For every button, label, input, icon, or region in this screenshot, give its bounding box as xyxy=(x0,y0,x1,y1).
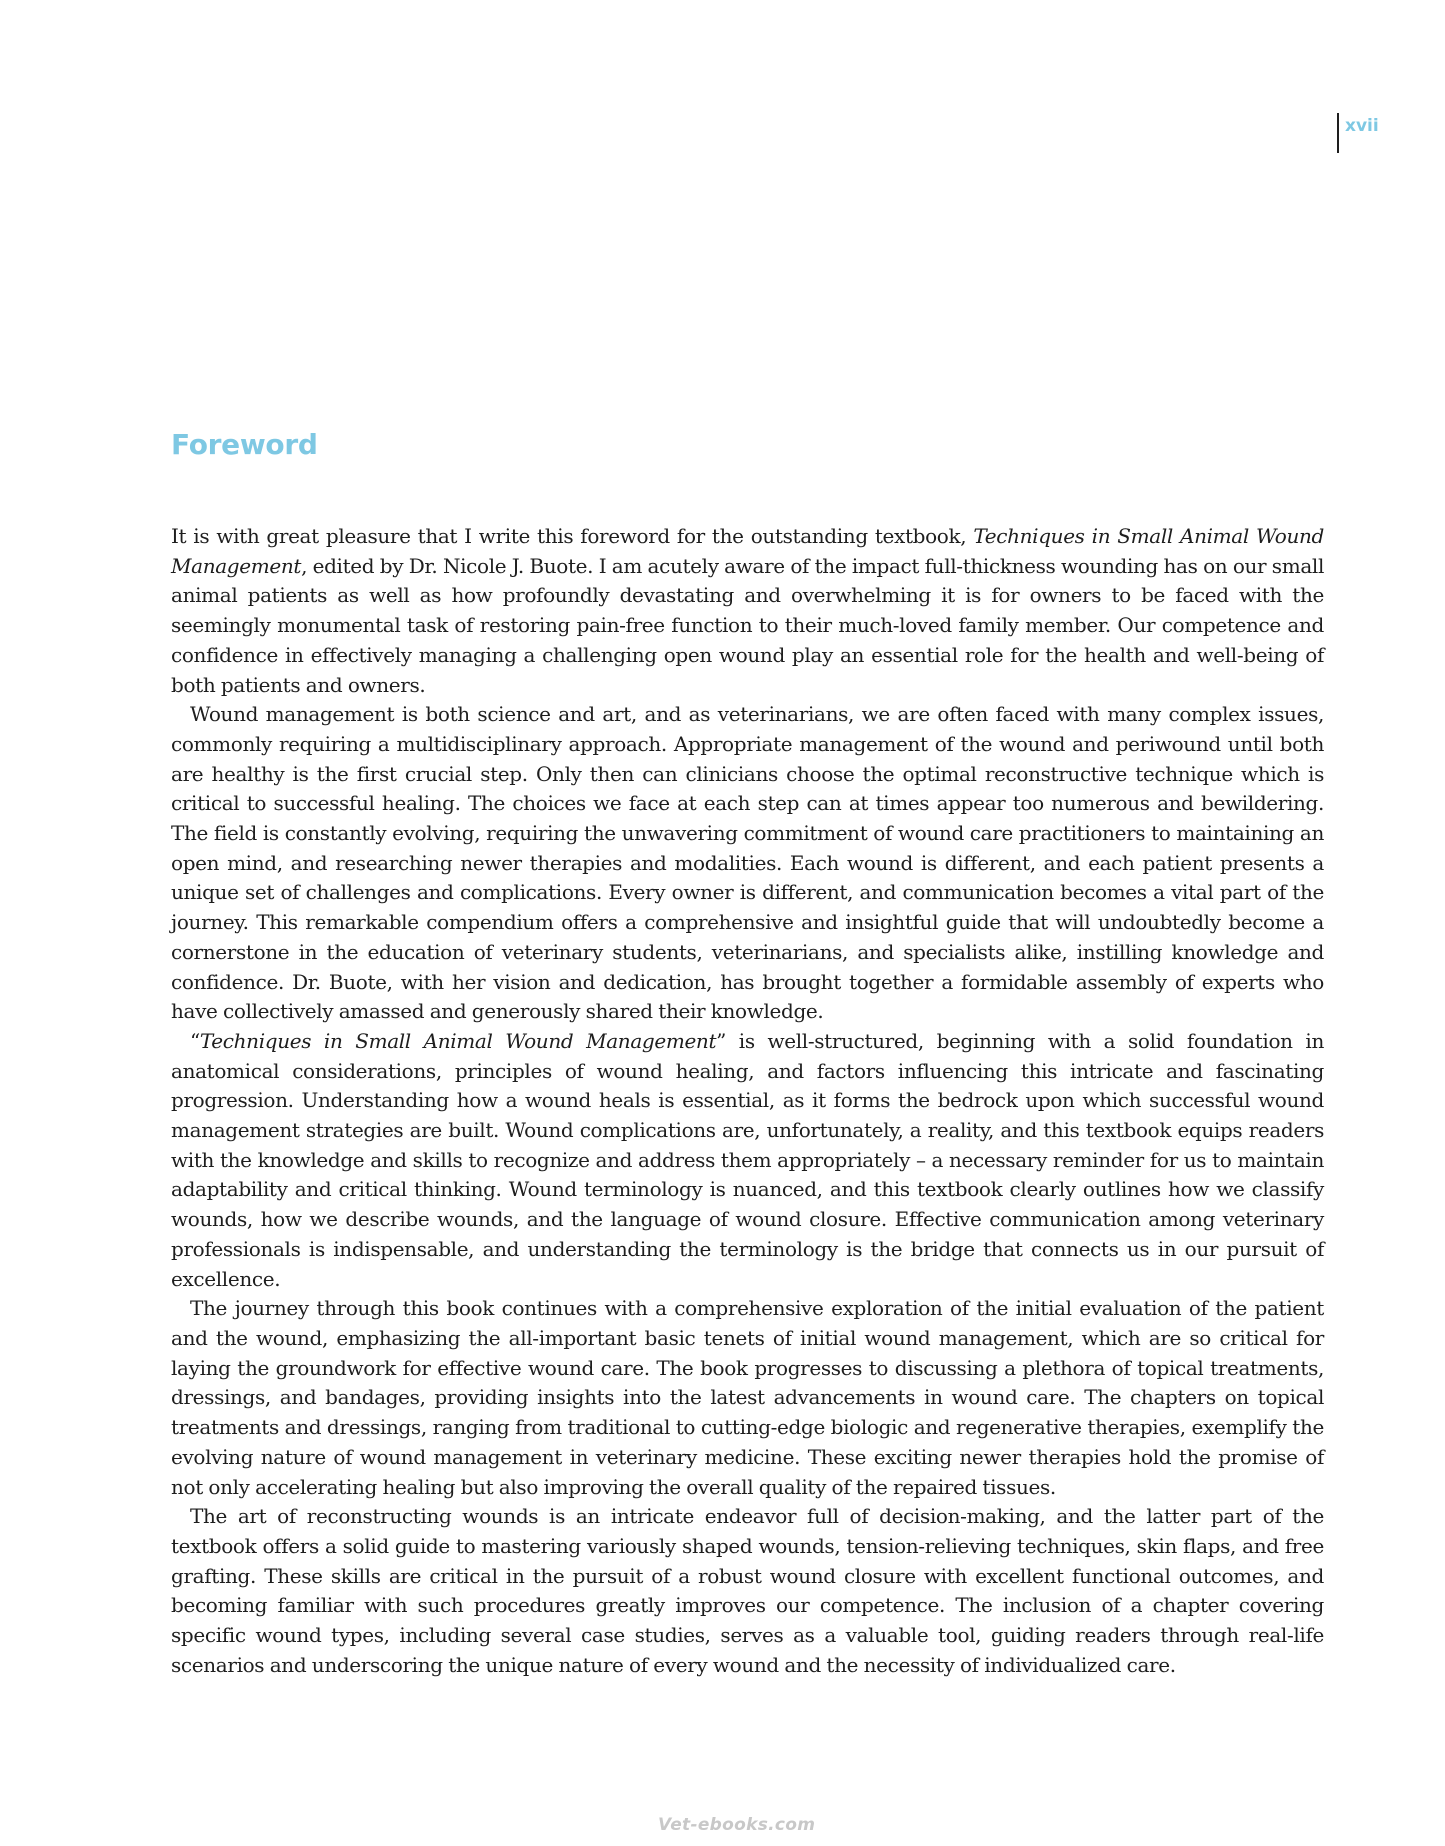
chapter-title: Foreword xyxy=(171,428,318,461)
paragraph-4: The journey through this book continues with a comprehensive exploration of the initial evaluation of the patient and the wound, emphasizing the all-important basic tenets of initial wound management, which are so critical for laying the groundwork for effective wound care. The book progresses to discussing a plethora of topical treatments, dressings, and bandages, providing insights into the latest advancements in wound care. The chapters on topical treatments and dressings, ranging from traditional to cutting-edge biologic and regenerative therapies, exemplify the evolving nature of wound management in veterinary medicine. These exciting newer therapies hold the promise of not only accelerating healing but also improving the overall quality of the repaired tissues. xyxy=(171,1296,1324,1499)
page-number-rule xyxy=(1337,113,1339,153)
paragraph-3 xyxy=(171,1027,1324,1294)
paragraph-3-text-b: ” is well-structured, beginning with a solid foundation in anatomical considerations, principles of wound healing, and factors influencing this intricate and fascinating progression. Understanding how a wound heals is essential, as it forms the bedrock upon which successful wound management strategies are built. Wound complications are, unfortunately, a reality, and this textbook equips readers with the knowledge and skills to recognize and address them appropriately – a necessary reminder for us to maintain adaptability and critical thinking. Wound terminology is nuanced, and this textbook clearly outlines how we classify wounds, how we describe wounds, and the language of wound closure. Effective communication among veterinary professionals is indispensable, and understanding the terminology is the bridge that connects us in our pursuit of excellence. xyxy=(171,1028,1324,1291)
body-text xyxy=(171,522,1324,1680)
paragraph-1 xyxy=(171,522,1324,700)
paragraph-1-text-a: It is with great pleasure that I write this foreword for the outstanding textbook, xyxy=(171,524,974,548)
paragraph-1-text-b: , edited by Dr. Nicole J. Buote. I am acutely aware of the impact full-thickness wounding has on our small animal patients as well as how profoundly devastating and overwhelming it is for owners to be faced with the seemingly monumental task of restoring pain-free function to their much-loved family member. Our competence and confidence in effectively managing a challenging open wound play an essential role for the health and well-being of both patients and owners. xyxy=(171,553,1324,697)
paragraph-2: Wound management is both science and art, and as veterinarians, we are often faced with many complex issues, commonly requiring a multidisciplinary approach. Appropriate management of the wound and periwound until both are healthy is the first crucial step. Only then can clinicians choose the optimal reconstructive technique which is critical to successful healing. The choices we face at each step can at times appear too numerous and bewildering. The field is constantly evolving, requiring the unwavering commitment of wound care practitioners to maintaining an open mind, and researching newer therapies and modalities. Each wound is different, and each patient presents a unique set of challenges and complications. Every owner is different, and communication becomes a vital part of the journey. This remarkable compendium offers a comprehensive and insightful guide that will undoubtedly become a cornerstone in the education of veterinary students, veterinarians, and specialists alike, instilling knowledge and confidence. Dr. Buote, with her vision and dedication, has brought together a formidable assembly of experts who have collectively amassed and generously shared their knowledge. xyxy=(171,702,1324,1024)
watermark-logo: Vet-ebooks.com xyxy=(658,1815,816,1835)
paragraph-5: The art of reconstructing wounds is an intricate endeavor full of decision-making, and the latter part of the textbook offers a solid guide to mastering variously shaped wounds, tension-relieving techniques, skin flaps, and free grafting. These skills are critical in the pursuit of a robust wound closure with excellent functional outcomes, and becoming familiar with such procedures greatly improves our competence. The inclusion of a chapter covering specific wound types, including several case studies, serves as a valuable tool, guiding readers through real-life scenarios and underscoring the unique nature of every wound and the necessity of individualized care. xyxy=(171,1504,1324,1677)
book-title-italic: Techniques in Small Animal Wound Management xyxy=(199,1028,717,1053)
paragraph-3-text-a: “ xyxy=(190,1028,200,1053)
book-title-italic: Techniques in Small Animal Wound Management xyxy=(171,524,1325,578)
page-number: xvii xyxy=(1345,116,1379,136)
